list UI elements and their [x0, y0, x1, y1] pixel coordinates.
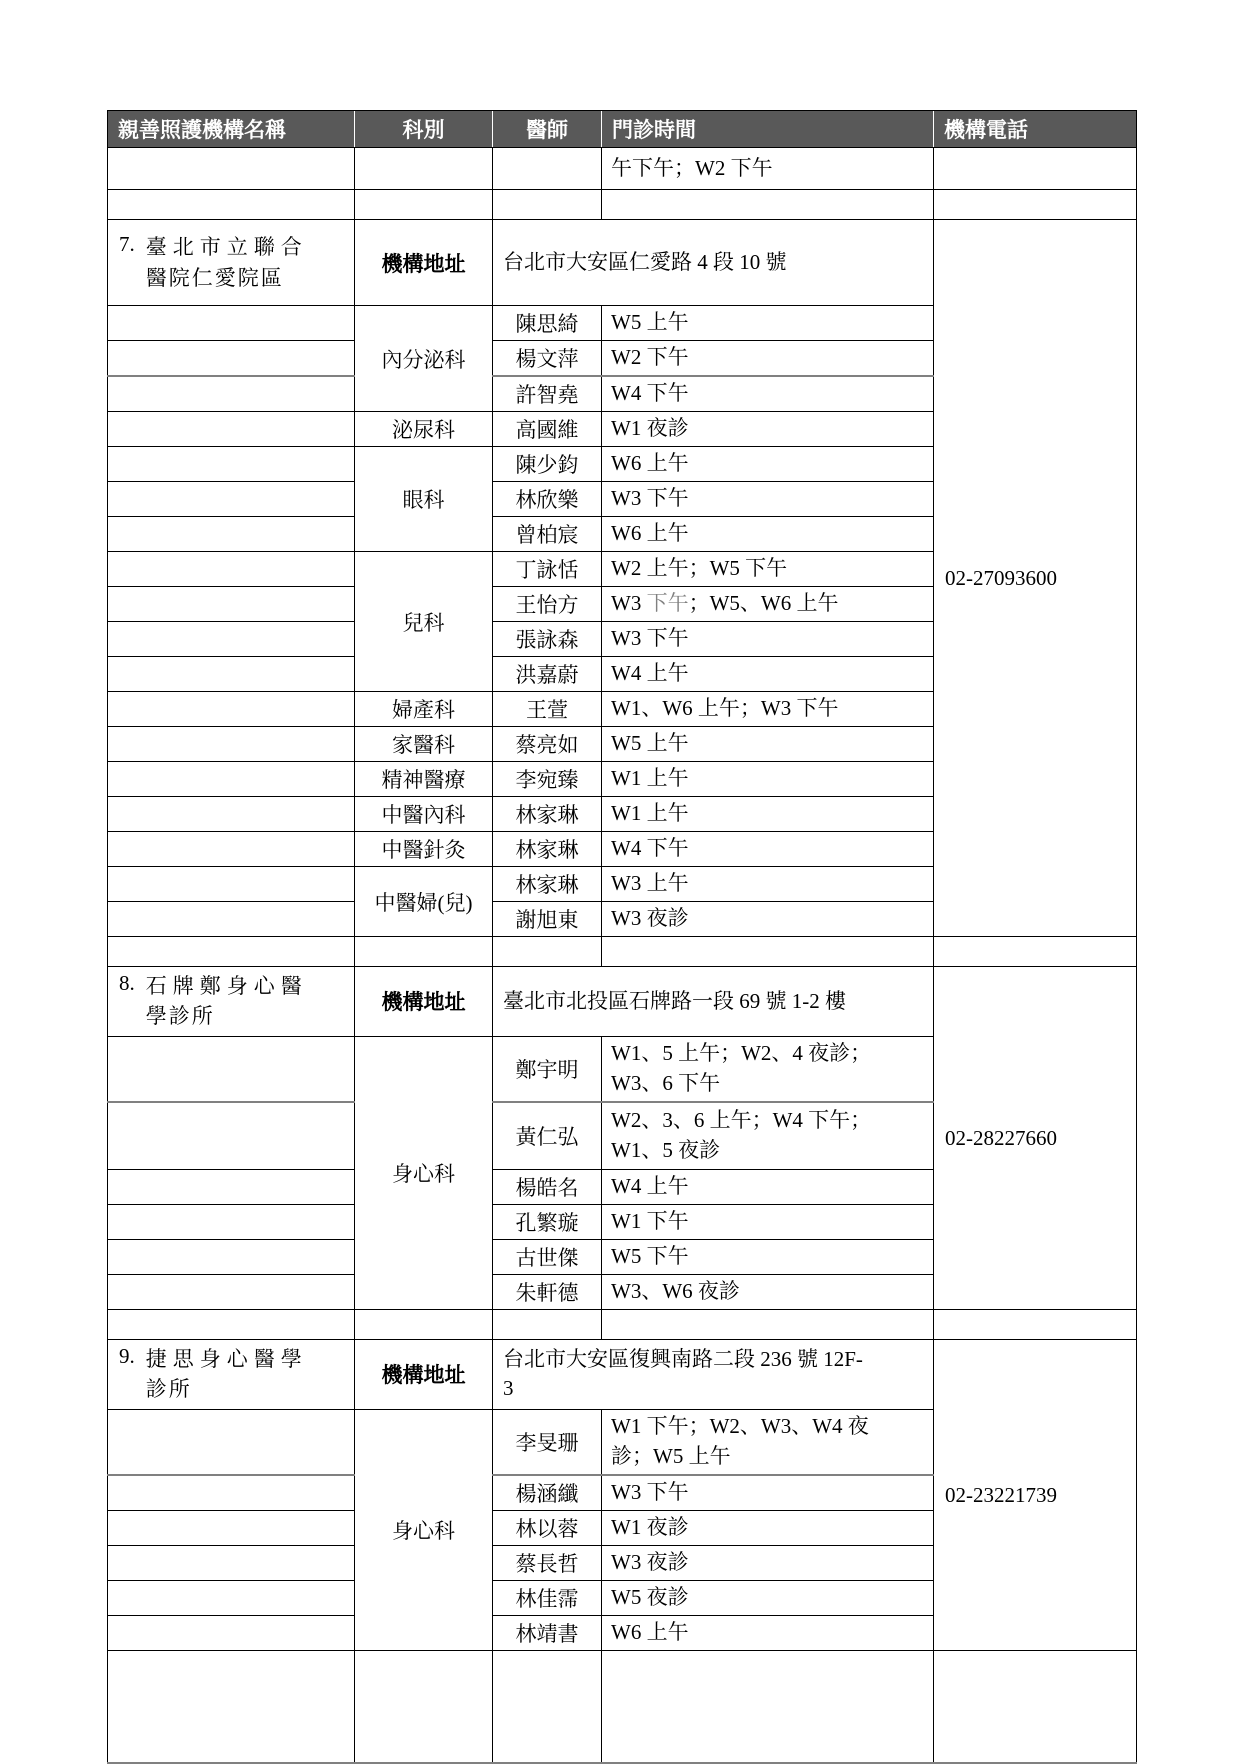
- department-cell: 內分泌科: [355, 306, 493, 412]
- department-cell: 泌尿科: [355, 412, 493, 447]
- clinic-time-cell: W4 上午: [602, 657, 934, 692]
- address-label-cell: 機構地址: [355, 220, 493, 306]
- institution-name: [146, 1344, 308, 1405]
- institution-column-empty-cell: [108, 867, 355, 902]
- institution-number: 9.: [119, 1344, 135, 1368]
- doctor-name-cell: 丁詠恬: [493, 552, 602, 587]
- institution-name: [146, 232, 308, 293]
- separator-empty-cell: [602, 937, 934, 967]
- header-cell-4: 機構電話: [934, 111, 1137, 148]
- separator-empty-cell: [355, 1310, 493, 1340]
- institution-name: [146, 971, 308, 1032]
- institution-column-empty-cell: [108, 482, 355, 517]
- clinic-time-cell: W2 下午: [602, 341, 934, 377]
- institution-column-empty-cell: [108, 587, 355, 622]
- institution-name-cell: [108, 1340, 355, 1410]
- institution-name-line: 臺北市立聯合: [145, 235, 308, 260]
- final-empty-cell: [355, 1651, 493, 1763]
- doctor-name-cell: 孔繁璇: [493, 1205, 602, 1240]
- institution-column-empty-cell: [108, 797, 355, 832]
- institution-column-empty-cell: [108, 622, 355, 657]
- institution-column-empty-cell: [108, 727, 355, 762]
- spacer-empty-cell: [493, 190, 602, 220]
- institution-name-cell: [108, 967, 355, 1037]
- doctor-name-cell: 洪嘉蔚: [493, 657, 602, 692]
- doctor-name-cell: 王怡方: [493, 587, 602, 622]
- care-institution-table: [107, 110, 1137, 1764]
- doctor-name-cell: 朱軒德: [493, 1275, 602, 1310]
- clinic-time-cell: W1 上午: [602, 797, 934, 832]
- clinic-time-cell: W3 上午: [602, 867, 934, 902]
- department-cell: 中醫內科: [355, 797, 493, 832]
- address-label-cell: 機構地址: [355, 1340, 493, 1410]
- institution-column-empty-cell: [108, 447, 355, 482]
- department-cell: 眼科: [355, 447, 493, 552]
- clinic-time-cell: W5 夜診: [602, 1581, 934, 1616]
- continuation-empty-cell: [934, 148, 1137, 190]
- clinic-time-cell: W1、W6 上午；W3 下午: [602, 692, 934, 727]
- continuation-row: [108, 148, 1137, 190]
- final-empty-cell: [602, 1651, 934, 1763]
- institution-column-empty-cell: [108, 1275, 355, 1310]
- doctor-name-cell: 楊文萍: [493, 341, 602, 377]
- institution-column-empty-cell: [108, 832, 355, 867]
- clinic-time-cell: W6 上午: [602, 1616, 934, 1651]
- doctor-name-cell: 林靖書: [493, 1616, 602, 1651]
- department-cell: 家醫科: [355, 727, 493, 762]
- institution-address-row: [108, 220, 1137, 306]
- doctor-name-cell: 許智堯: [493, 376, 602, 412]
- institution-number: 7.: [119, 232, 135, 257]
- doctor-name-cell: 陳少鈞: [493, 447, 602, 482]
- doctor-name-cell: 楊皓名: [493, 1170, 602, 1205]
- clinic-time-cell: W1、5 上午；W2、4 夜診； W3、6 下午: [602, 1036, 934, 1101]
- institution-column-empty-cell: [108, 762, 355, 797]
- institution-number: 8.: [119, 971, 135, 995]
- doctor-name-cell: 李旻珊: [493, 1409, 602, 1475]
- separator-empty-cell: [602, 1310, 934, 1340]
- table-body: [108, 148, 1137, 1763]
- separator-row: [108, 1310, 1137, 1340]
- address-label-cell: 機構地址: [355, 967, 493, 1037]
- doctor-name-cell: 謝旭東: [493, 902, 602, 937]
- doctor-name-cell: 張詠森: [493, 622, 602, 657]
- department-cell: 身心科: [355, 1036, 493, 1309]
- doctor-name-cell: 林以蓉: [493, 1511, 602, 1546]
- doctor-name-cell: 王萱: [493, 692, 602, 727]
- separator-empty-cell: [934, 937, 1137, 967]
- clinic-time-cell: W3 下午: [602, 482, 934, 517]
- separator-row: [108, 937, 1137, 967]
- department-cell: 精神醫療: [355, 762, 493, 797]
- separator-empty-cell: [355, 937, 493, 967]
- spacer-empty-cell: [602, 190, 934, 220]
- clinic-time-cell: W2 上午；W5 下午: [602, 552, 934, 587]
- doctor-name-cell: 林家琳: [493, 867, 602, 902]
- institution-name-cell: [108, 220, 355, 306]
- institution-column-empty-cell: [108, 1205, 355, 1240]
- institution-name-wrap: [119, 1344, 348, 1405]
- institution-name-line: 醫院仁愛院區: [145, 265, 284, 290]
- continuation-empty-cell: [493, 148, 602, 190]
- clinic-time-cell: W3、W6 夜診: [602, 1275, 934, 1310]
- separator-empty-cell: [108, 937, 355, 967]
- time-text: ；W5、W6 上午: [688, 591, 839, 616]
- header-cell-1: 科別: [355, 111, 493, 148]
- header-cell-2: 醫師: [493, 111, 602, 148]
- institution-column-empty-cell: [108, 306, 355, 341]
- doctor-name-cell: 林欣樂: [493, 482, 602, 517]
- time-text: W3: [611, 591, 647, 616]
- institution-name-line: 診所: [145, 1377, 192, 1402]
- clinic-time-cell: W4 上午: [602, 1170, 934, 1205]
- clinic-time-cell: [602, 587, 934, 622]
- final-empty-row: [108, 1651, 1137, 1763]
- clinic-time-cell: W5 上午: [602, 727, 934, 762]
- table-header-row: [108, 111, 1137, 148]
- separator-empty-cell: [493, 1310, 602, 1340]
- doctor-name-cell: 黃仁弘: [493, 1102, 602, 1170]
- institution-column-empty-cell: [108, 1581, 355, 1616]
- doctor-name-cell: 曾柏宸: [493, 517, 602, 552]
- institution-column-empty-cell: [108, 1511, 355, 1546]
- clinic-time-cell: W1 下午: [602, 1205, 934, 1240]
- final-empty-cell: [493, 1651, 602, 1763]
- institution-name-wrap: [119, 232, 348, 293]
- clinic-time-cell: W3 下午: [602, 622, 934, 657]
- institution-name-line: 學診所: [145, 1004, 215, 1029]
- clinic-time-cell: W6 上午: [602, 447, 934, 482]
- institution-column-empty-cell: [108, 1240, 355, 1275]
- header-cell-3: 門診時間: [602, 111, 934, 148]
- separator-empty-cell: [108, 1310, 355, 1340]
- institution-column-empty-cell: [108, 1616, 355, 1651]
- separator-empty-cell: [934, 1310, 1137, 1340]
- institution-column-empty-cell: [108, 552, 355, 587]
- institution-column-empty-cell: [108, 657, 355, 692]
- address-value-cell: 臺北市北投區石牌路一段 69 號 1-2 樓: [493, 967, 934, 1037]
- institution-column-empty-cell: [108, 1475, 355, 1511]
- separator-empty-cell: [493, 937, 602, 967]
- institution-address-row: [108, 967, 1137, 1037]
- doctor-name-cell: 楊涵纖: [493, 1475, 602, 1511]
- institution-column-empty-cell: [108, 1170, 355, 1205]
- department-cell: 中醫婦(兒): [355, 867, 493, 937]
- clinic-time-cell: W2、3、6 上午；W4 下午； W1、5 夜診: [602, 1102, 934, 1170]
- doctor-name-cell: 林佳霈: [493, 1581, 602, 1616]
- institution-name-line: 捷思身心醫學: [145, 1347, 308, 1371]
- department-cell: 婦產科: [355, 692, 493, 727]
- institution-phone-cell: 02-27093600: [934, 220, 1137, 937]
- clinic-time-cell: W4 下午: [602, 832, 934, 867]
- institution-address-row: [108, 1340, 1137, 1410]
- doctor-name-cell: 鄭宇明: [493, 1036, 602, 1101]
- clinic-time-cell: W1 上午: [602, 762, 934, 797]
- institution-column-empty-cell: [108, 1036, 355, 1101]
- doctor-name-cell: 林家琳: [493, 832, 602, 867]
- clinic-time-cell: W1 夜診: [602, 412, 934, 447]
- institution-name-wrap: [119, 971, 348, 1032]
- department-cell: 中醫針灸: [355, 832, 493, 867]
- institution-name-line: 石牌鄭身心醫: [145, 974, 308, 998]
- table-header: [108, 111, 1137, 148]
- doctor-name-cell: 蔡長哲: [493, 1546, 602, 1581]
- institution-column-empty-cell: [108, 902, 355, 937]
- institution-phone-cell: 02-28227660: [934, 967, 1137, 1310]
- institution-column-empty-cell: [108, 412, 355, 447]
- final-empty-cell: [108, 1651, 355, 1763]
- doctor-name-cell: 林家琳: [493, 797, 602, 832]
- department-cell: 兒科: [355, 552, 493, 692]
- spacer-empty-cell: [355, 190, 493, 220]
- department-cell: 身心科: [355, 1409, 493, 1651]
- doctor-name-cell: 蔡亮如: [493, 727, 602, 762]
- doctor-name-cell: 李宛臻: [493, 762, 602, 797]
- address-value-cell: 台北市大安區仁愛路 4 段 10 號: [493, 220, 934, 306]
- clinic-time-cell: W6 上午: [602, 517, 934, 552]
- clinic-time-cell: W3 下午: [602, 1475, 934, 1511]
- continuation-time-cell: 午下午；W2 下午: [602, 148, 934, 190]
- continuation-empty-cell: [355, 148, 493, 190]
- continuation-empty-cell: [108, 148, 355, 190]
- institution-phone-cell: 02-23221739: [934, 1340, 1137, 1651]
- time-text-gray: 下午: [646, 591, 689, 616]
- institution-column-empty-cell: [108, 376, 355, 412]
- institution-column-empty-cell: [108, 341, 355, 377]
- clinic-time-cell: W5 下午: [602, 1240, 934, 1275]
- clinic-time-cell: W3 夜診: [602, 1546, 934, 1581]
- institution-column-empty-cell: [108, 1409, 355, 1475]
- institution-column-empty-cell: [108, 1546, 355, 1581]
- doctor-name-cell: 高國維: [493, 412, 602, 447]
- clinic-time-cell: W1 下午；W2、W3、W4 夜 診；W5 上午: [602, 1409, 934, 1475]
- institution-column-empty-cell: [108, 692, 355, 727]
- doctor-name-cell: 古世傑: [493, 1240, 602, 1275]
- clinic-time-cell: W3 夜診: [602, 902, 934, 937]
- address-value-cell: 台北市大安區復興南路二段 236 號 12F- 3: [493, 1340, 934, 1410]
- header-cell-0: 親善照護機構名稱: [108, 111, 355, 148]
- doctor-name-cell: 陳思綺: [493, 306, 602, 341]
- clinic-time-cell: W1 夜診: [602, 1511, 934, 1546]
- final-empty-cell: [934, 1651, 1137, 1763]
- institution-column-empty-cell: [108, 1102, 355, 1170]
- clinic-time-cell: W4 下午: [602, 376, 934, 412]
- spacer-empty-cell: [934, 190, 1137, 220]
- clinic-time-cell: W5 上午: [602, 306, 934, 341]
- spacer-row: [108, 190, 1137, 220]
- institution-column-empty-cell: [108, 517, 355, 552]
- spacer-empty-cell: [108, 190, 355, 220]
